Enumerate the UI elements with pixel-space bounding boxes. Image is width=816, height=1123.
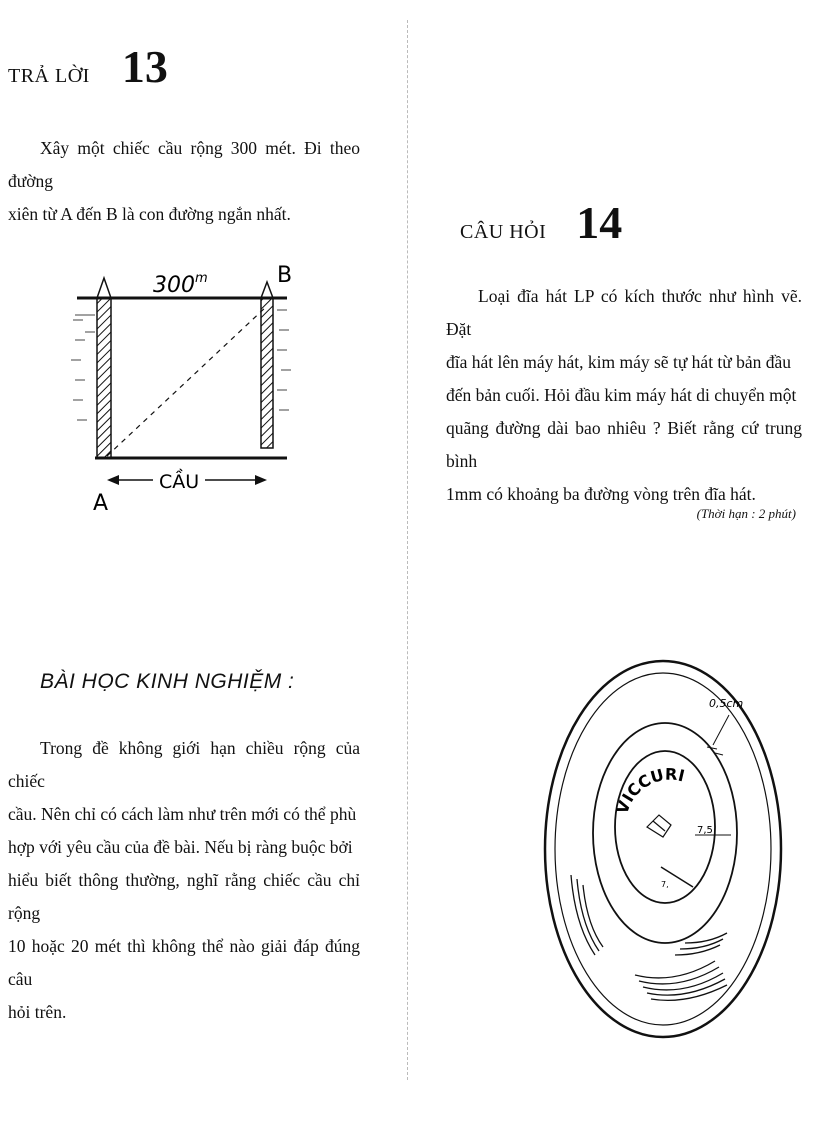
right-bank-hatch: [261, 298, 273, 448]
lesson-text-line: hợp với yêu cầu của đề bài. Nếu bị ràng buộc bởi: [8, 837, 353, 857]
lesson-text-line: cầu. Nên chỉ có cách làm như trên mới có thể phù: [8, 804, 357, 824]
bridge-label: CẦU: [159, 471, 200, 493]
time-note: (Thời hạn : 2 phút): [696, 506, 796, 521]
outer-margin-label: 0,5cm: [709, 697, 744, 710]
answer-header-label: TRẢ LỜI: [8, 65, 90, 87]
record-groove-edge: [555, 673, 771, 1025]
left-bank-hatch: [97, 298, 111, 458]
left-water-dashes: [71, 315, 95, 420]
lesson-text-line: hỏi trên.: [8, 1002, 67, 1022]
answer-text-line: Xây một chiếc cầu rộng 300 mét. Đi theo đường: [8, 138, 360, 191]
question-header-label: CÂU HỎI: [460, 221, 547, 243]
answer-header: [8, 40, 168, 93]
point-b-label: B: [277, 263, 293, 288]
question-text-line: đến bản cuối. Hỏi đầu kim máy hát di chuyển một: [446, 385, 797, 405]
left-post-tip: [97, 278, 111, 298]
inner-label: 7,: [661, 880, 669, 889]
bridge-diagram: [55, 260, 335, 520]
answer-text: [8, 132, 360, 231]
point-a-label: A: [93, 491, 109, 516]
right-water-dashes: [277, 310, 291, 410]
groove-label: 7,5: [697, 825, 713, 836]
outer-margin-leader: [713, 715, 729, 745]
answer-header-number: 13: [121, 41, 168, 92]
groove-hatching: [571, 875, 727, 1000]
diagonal-path: [107, 306, 267, 456]
lesson-text-line: Trong đề không giới hạn chiều rộng của chiếc: [8, 738, 360, 791]
arrow-left-head: [107, 475, 119, 485]
question-text: [446, 280, 802, 511]
question-text-line: Loại đĩa hát LP có kích thước như hình vẽ. Đặt: [446, 286, 802, 339]
question-header-number: 14: [576, 197, 623, 248]
lesson-title: BÀI HỌC KINH NGHIỆM :: [40, 670, 295, 693]
question-text-line: quãng đường dài bao nhiêu ? Biết rằng cứ trung bình: [446, 418, 802, 471]
page-divider: [407, 20, 408, 1080]
right-post-tip: [261, 282, 273, 298]
lp-record-diagram: [535, 655, 785, 1045]
lesson-text-line: hiểu biết thông thường, nghĩ rằng chiếc cầu chỉ rộng: [8, 870, 360, 923]
record-label-text: VICCURI: [612, 764, 687, 817]
answer-text-line: xiên từ A đến B là con đường ngắn nhất.: [8, 204, 291, 224]
question-header: [460, 196, 622, 249]
question-text-line: đĩa hát lên máy hát, kim máy sẽ tự hát từ bản đầu: [446, 352, 792, 372]
question-text-line: 1mm có khoảng ba đường vòng trên đĩa hát.: [446, 484, 756, 504]
label-emblem-icon: [647, 815, 671, 837]
lesson-text: [8, 732, 360, 1029]
arrow-right-head: [255, 475, 267, 485]
width-label: 300$^m$: [153, 271, 208, 298]
record-outer-edge: [545, 661, 781, 1037]
lesson-text-line: 10 hoặc 20 mét thì không thể nào giải đáp đúng câu: [8, 936, 360, 989]
